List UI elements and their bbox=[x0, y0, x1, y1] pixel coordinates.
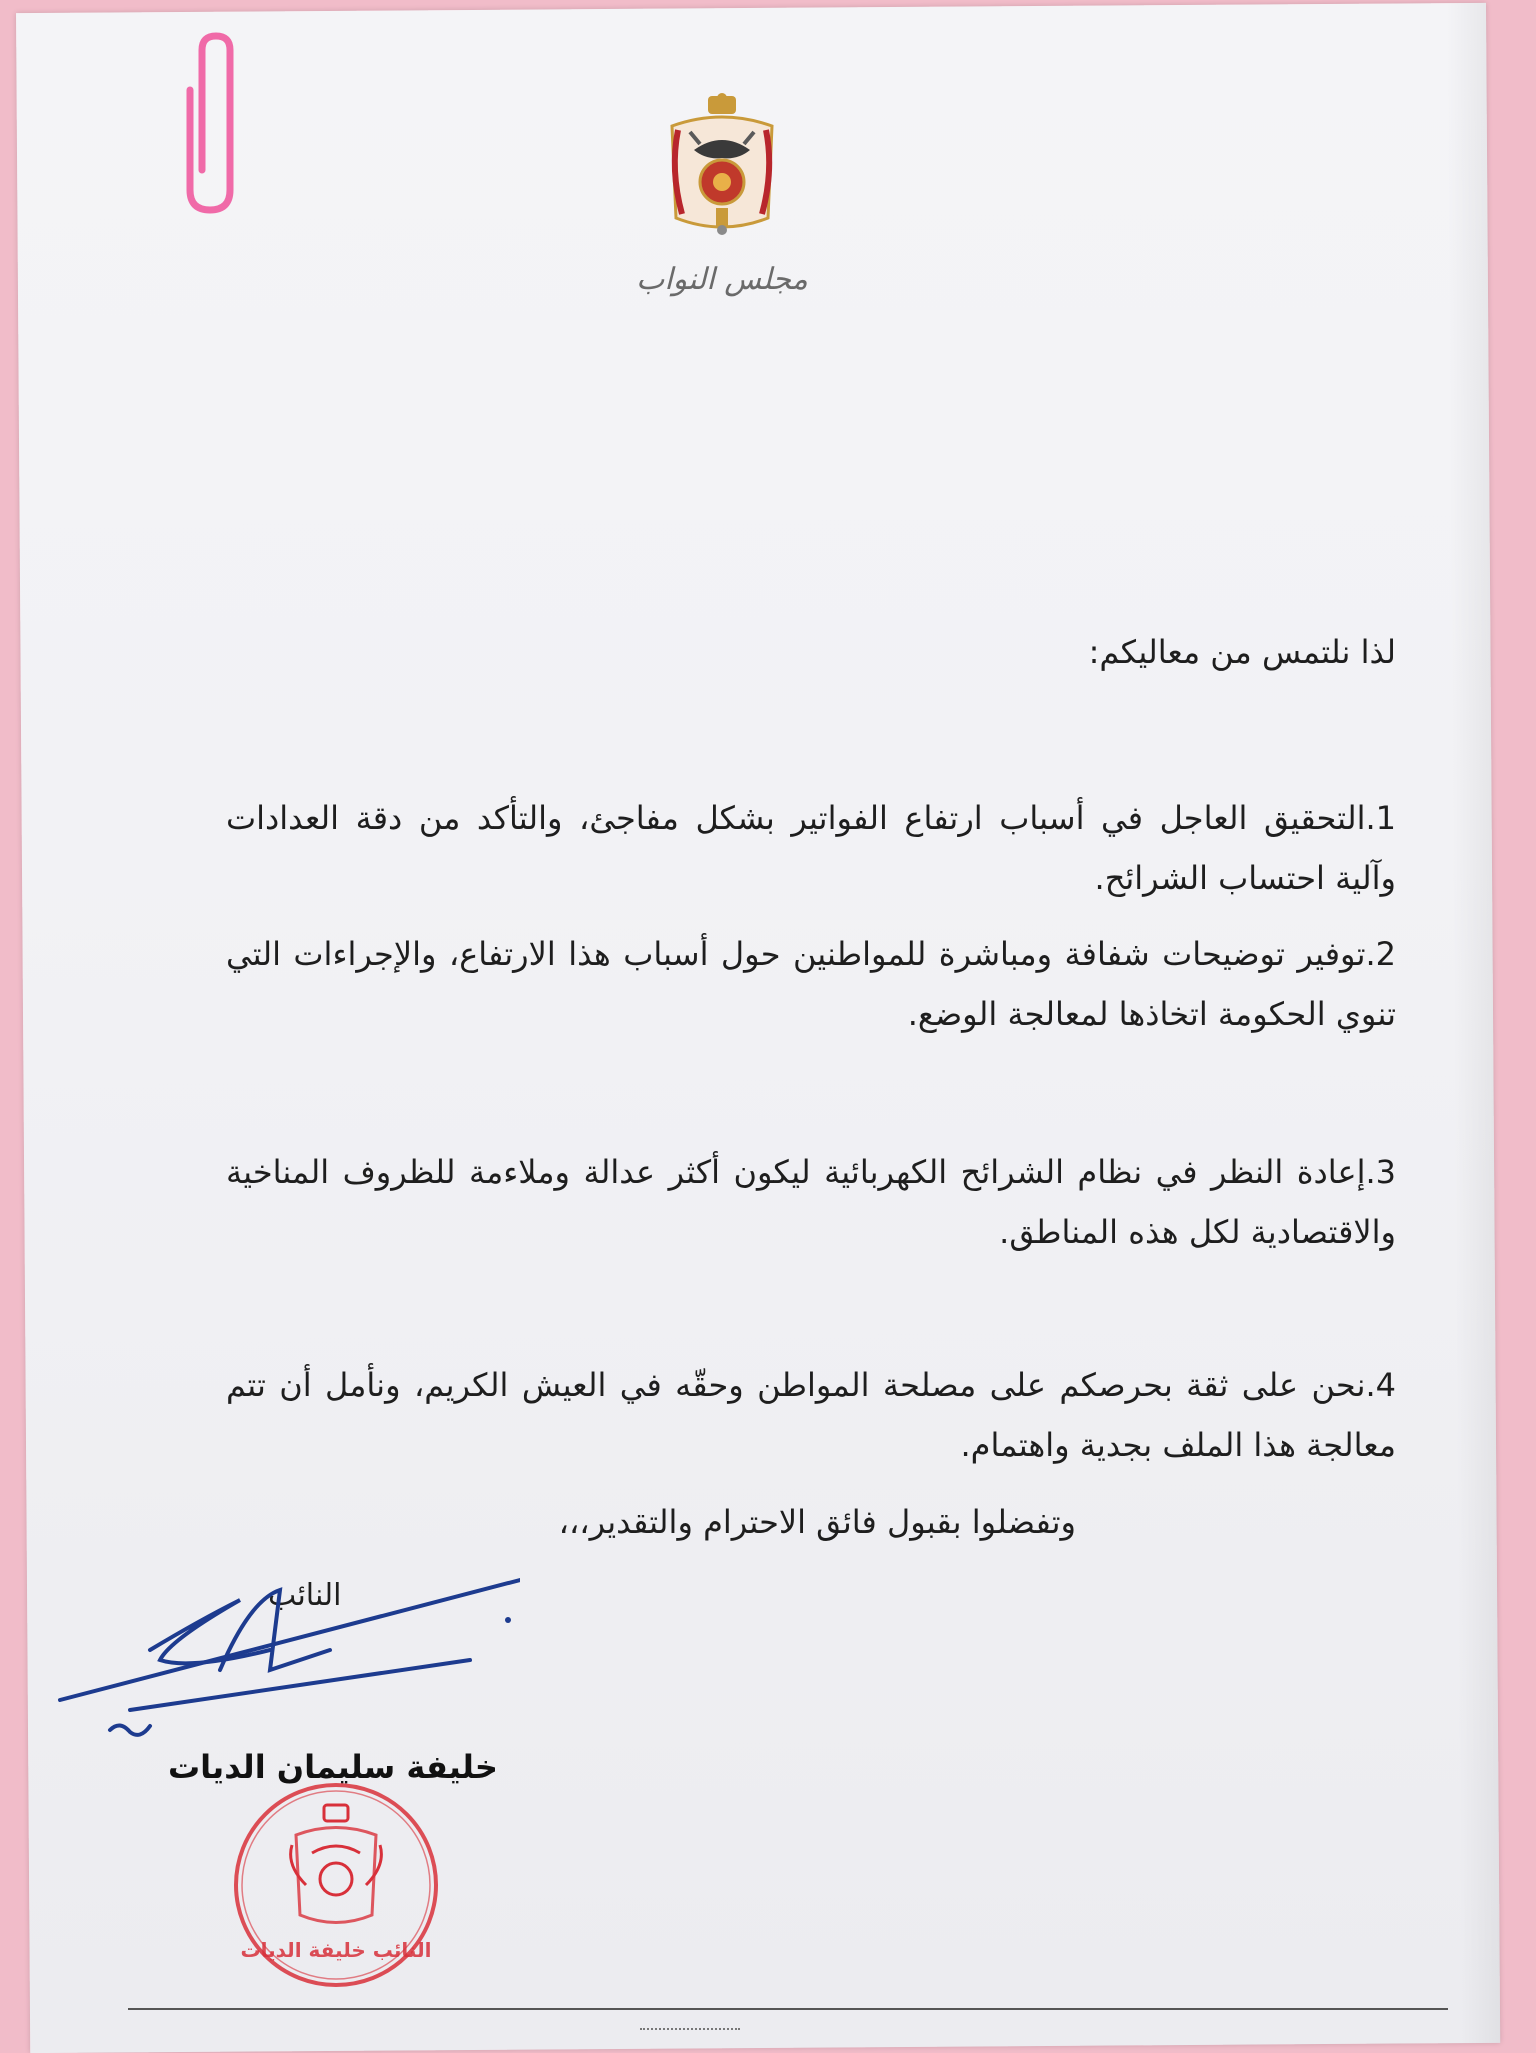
stamp-text: النائب خليفة الديات bbox=[240, 1938, 432, 1962]
council-name-text: مجلس النواب bbox=[636, 262, 808, 297]
paper-shadow bbox=[1446, 3, 1500, 2043]
signatory-title: النائب bbox=[268, 1578, 342, 1613]
paperclip-icon bbox=[176, 30, 246, 220]
request-item-2: 2.توفير توضيحات شفافة ومباشرة للمواطنين حول أسباب هذا الارتفاع، والإجراءات التي تنوي الحكومة اتخاذها لمعالجة الوضع. bbox=[226, 935, 1396, 1033]
coat-of-arms-emblem bbox=[660, 90, 784, 240]
handwritten-signature bbox=[50, 1560, 520, 1750]
intro-line: لذا نلتمس من معاليكم: bbox=[1088, 633, 1396, 671]
official-stamp bbox=[226, 1775, 446, 1995]
closing-line: وتفضلوا بقبول فائق الاحترام والتقدير،،، bbox=[558, 1503, 1076, 1541]
request-item-1: 1.التحقيق العاجل في أسباب ارتفاع الفواتير بشكل مفاجئ، والتأكد من دقة العدادات وآلية احتساب الشرائح. bbox=[226, 799, 1396, 897]
footer-divider bbox=[128, 2008, 1448, 2010]
request-item-3: 3.إعادة النظر في نظام الشرائح الكهربائية ليكون أكثر عدالة وملاءمة للظروف المناخية والاقتصادية لكل هذه المناطق. bbox=[226, 1153, 1396, 1251]
footer-text-cutoff bbox=[640, 2028, 740, 2036]
request-item-4: 4.نحن على ثقة بحرصكم على مصلحة المواطن وحقّه في العيش الكريم، ونأمل أن تتم معالجة هذا الملف بجدية واهتمام. bbox=[226, 1366, 1396, 1464]
signatory-name: خليفة سليمان الديات bbox=[168, 1748, 498, 1786]
